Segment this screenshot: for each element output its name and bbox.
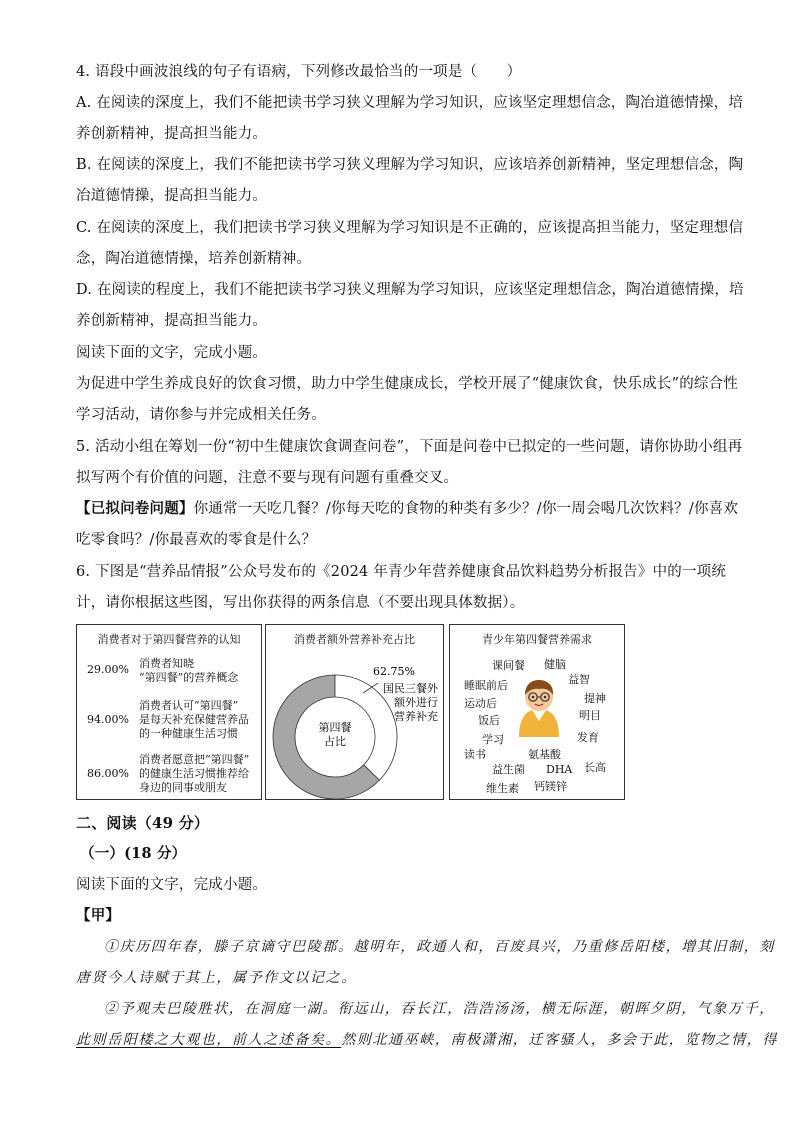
cognition-row-2 (87, 699, 255, 747)
need-word-12: 氨基酸 (528, 748, 561, 761)
q5-questions-label: 【已拟问卷问题】 (76, 500, 194, 517)
need-word-15: 长高 (584, 761, 606, 774)
q5-line2: 拟写两个有价值的问题，注意不要与现有问题有重叠交叉。 (76, 470, 459, 486)
need-word-5: 提神 (584, 692, 606, 705)
q4-option-d-line1: D. 在阅读的程度上，我们不能把读书学习狭义理解为学习知识，应该坚定理想信念，陶冶道德情操，培 (76, 282, 744, 298)
q6-line1: 6. 下图是“营养品情报”公众号发布的《2024 年青少年营养健康食品饮料趋势分析报告》中的一项统 (76, 564, 727, 580)
need-word-16: 维生素 (486, 782, 519, 795)
student-avatar-illustration (514, 677, 564, 737)
context-line2: 学习活动，请你参与并完成相关任务。 (76, 407, 326, 423)
cognition-desc-2b: 是每天补充保健营养品 (139, 713, 249, 726)
cognition-row-3 (87, 753, 255, 801)
need-word-13: 益生菌 (492, 763, 525, 776)
q4-option-c-line1: C. 在阅读的深度上，我们把读书学习狭义理解为学习知识是不正确的，应该提高担当能力，坚定理想信 (76, 220, 744, 236)
passage-p2-line1: ②予观夫巴陵胜状，在洞庭一湖。衔远山，吞长江，浩浩汤汤，横无际涯，朝晖夕阴，气象万千， (104, 1001, 775, 1017)
panel3-title: 青少年第四餐营养需求 (482, 633, 592, 646)
passage-jia-label: 【甲】 (76, 907, 121, 924)
passage-p2-line2-rest: 然则北通巫峡，南极潇湘，迁客骚人，多会于此，览物之情，得 (341, 1032, 779, 1048)
cognition-desc-3b: 的健康生活习惯推荐给 (139, 767, 249, 780)
q4-option-d-line2: 养创新精神，提高担当能力。 (76, 313, 268, 329)
q5-questions-line1 (76, 499, 739, 519)
q4-option-b-line1: B. 在阅读的深度上，我们不能把读书学习狭义理解为学习知识，应该培养创新精神，坚定理想信念，陶 (76, 157, 744, 173)
figure-panel-cognition (76, 624, 262, 800)
context-line1: 为促进中学生养成良好的饮食习惯，助力中学生健康成长，学校开展了“健康饮食，快乐成长”的综合性 (76, 376, 739, 392)
underlined-sentence: 此则岳阳楼之大观也，前人之述备矣。 (76, 1032, 342, 1048)
need-word-1: 课间餐 (492, 659, 525, 672)
section-title-reading: 二、阅读（49 分） (76, 814, 210, 832)
q4-stem: 4. 语段中画波浪线的句子有语病，下列修改最恰当的一项是（ ） (76, 64, 522, 80)
donut-label-line3: 营养补充 (394, 710, 438, 723)
donut-label-line1: 国民三餐外 (383, 682, 438, 695)
cognition-pct-1: 29.00% (87, 663, 129, 676)
cognition-pct-2: 94.00% (87, 713, 129, 726)
need-word-11: 读书 (464, 748, 486, 761)
need-word-14: DHA (546, 763, 573, 776)
donut-pct-label: 62.75% (373, 665, 415, 678)
q5-line1: 5. 活动小组在筹划一份“初中生健康饮食调查问卷”，下面是问卷中已拟定的一些问题，请你协助小组再 (76, 439, 743, 455)
need-word-2: 健脑 (544, 658, 566, 671)
cognition-row-1 (87, 657, 255, 701)
q4-option-a-line1: A. 在阅读的深度上，我们不能把读书学习狭义理解为学习知识，应该坚定理想信念，陶冶道德情操，培 (76, 95, 744, 111)
need-word-7: 明目 (579, 709, 601, 722)
need-word-3: 益智 (568, 673, 590, 686)
passage-p1-line2: 唐贤今人诗赋于其上，属予作文以记之。 (76, 970, 357, 986)
need-word-9: 学习 (482, 733, 504, 746)
cognition-desc-2c: 的一种健康生活习惯 (139, 727, 238, 740)
need-word-17: 钙镁锌 (534, 780, 567, 793)
cognition-desc-2a: 消费者认可“第四餐” (139, 699, 239, 712)
reading-instruction-2: 阅读下面的文字，完成小题。 (76, 877, 268, 893)
cognition-pct-3: 86.00% (87, 767, 129, 780)
need-word-6: 运动后 (464, 697, 497, 710)
passage-p1-line1: ①庆历四年春，滕子京谪守巴陵郡。越明年，政通人和，百废具兴，乃重修岳阳楼，增其旧制，刻 (104, 939, 775, 955)
cognition-desc-3c: 身边的同事或朋友 (139, 781, 227, 794)
need-word-8: 饭后 (478, 714, 500, 727)
figure-panel-needs (449, 624, 625, 800)
panel1-title: 消费者对于第四餐营养的认知 (97, 633, 241, 646)
reading-instruction: 阅读下面的文字，完成小题。 (76, 345, 268, 361)
passage-p2-line2 (76, 1030, 779, 1050)
cognition-desc-1a: 消费者知晓 (139, 657, 194, 670)
q4-option-c-line2: 念，陶冶道德情操，培养创新精神。 (76, 251, 312, 267)
part-title-1: （一）(18 分） (80, 845, 187, 862)
need-word-4: 睡眠前后 (464, 679, 508, 692)
q5-questions-line2: 吃零食吗？/你最喜欢的零食是什么？ (76, 532, 317, 548)
q4-option-b-line2: 冶道德情操，提高担当能力。 (76, 188, 268, 204)
q6-line2: 计，请你根据这些图，写出你获得的两条信息（不要出现具体数据）。 (76, 595, 525, 611)
need-word-10: 发育 (577, 731, 599, 744)
q5-questions-text: 你通常一天吃几餐？/你每天吃的食物的种类有多少？/你一周会喝几次饮料？/你喜欢 (193, 501, 739, 517)
panel2-title: 消费者额外营养补充占比 (294, 633, 415, 646)
donut-label-line2: 额外进行 (394, 696, 438, 709)
donut-center-line1: 第四餐 (318, 721, 352, 734)
cognition-desc-3a: 消费者愿意把“第四餐” (139, 753, 250, 766)
q4-option-a-line2: 养创新精神，提高担当能力。 (76, 126, 268, 142)
figure-panel-supplement (265, 624, 444, 800)
donut-center-line2: 占比 (324, 735, 346, 748)
cognition-desc-1b: “第四餐”的营养概念 (139, 671, 239, 684)
supplement-donut-chart (266, 649, 443, 799)
